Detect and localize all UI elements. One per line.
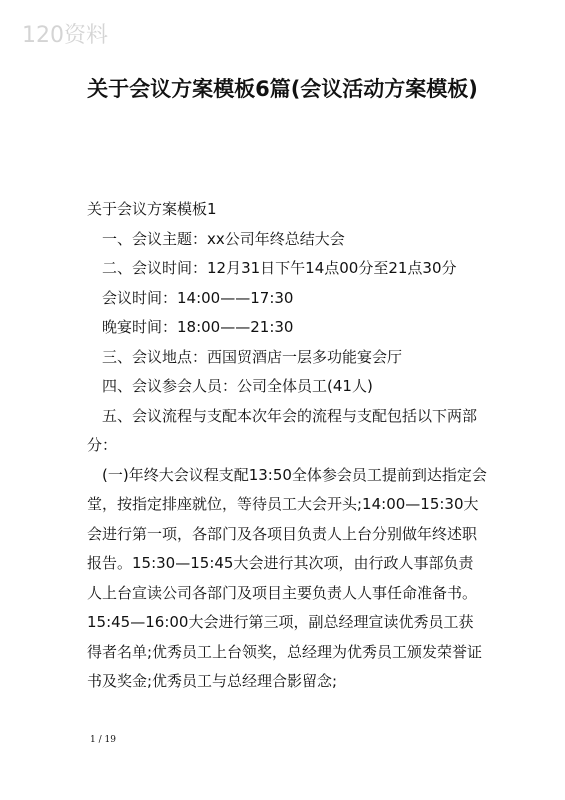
paragraph-attendees: 四、会议参会人员：公司全体员工(41人) — [102, 377, 373, 395]
paragraph-meeting-location: 三、会议地点：西国贸酒店一层多功能宴会厅 — [102, 347, 403, 366]
page-number: 1 / 19 — [90, 735, 116, 745]
paragraph-process: 五、会议流程与支配本次年会的流程与支配包括以下两部分： — [87, 406, 478, 454]
paragraph-meeting-time: 二、会议时间：12月31日下午14点00分至21点30分 — [102, 259, 457, 277]
paragraph-agenda: (一)年终大会议程支配13:50全体参会员工提前到达指定会堂，按指定排座就位，等待员工大会开头;14:00—15:30大会进行第一项，各部门及各项目负责人上台分别做年终述职报告。15:30—15:45大会进行其次项，由行政人事部负责人上台宣读公司各部门及项目主要负责人人事任命准备书。15:45—16:00大会进行第三项，副总经理宣读优秀员工获得者名单;优秀员工上台领奖，总经理为优秀员工颁发荣誉证书及奖金;优秀员工与总经理合影留念; — [87, 465, 487, 690]
paragraph-dinner-time: 晚宴时间：18:00——21:30 — [102, 318, 294, 336]
section-heading: 关于会议方案模板1 — [87, 200, 217, 218]
watermark: 120资料 — [22, 23, 108, 48]
paragraph-meeting-theme: 一、会议主题：xx公司年终总结大会 — [102, 229, 345, 248]
document-body — [87, 195, 487, 697]
document-title: 关于会议方案模板6篇(会议活动方案模板) — [87, 77, 478, 101]
paragraph-session-time: 会议时间：14:00——17:30 — [102, 288, 294, 307]
